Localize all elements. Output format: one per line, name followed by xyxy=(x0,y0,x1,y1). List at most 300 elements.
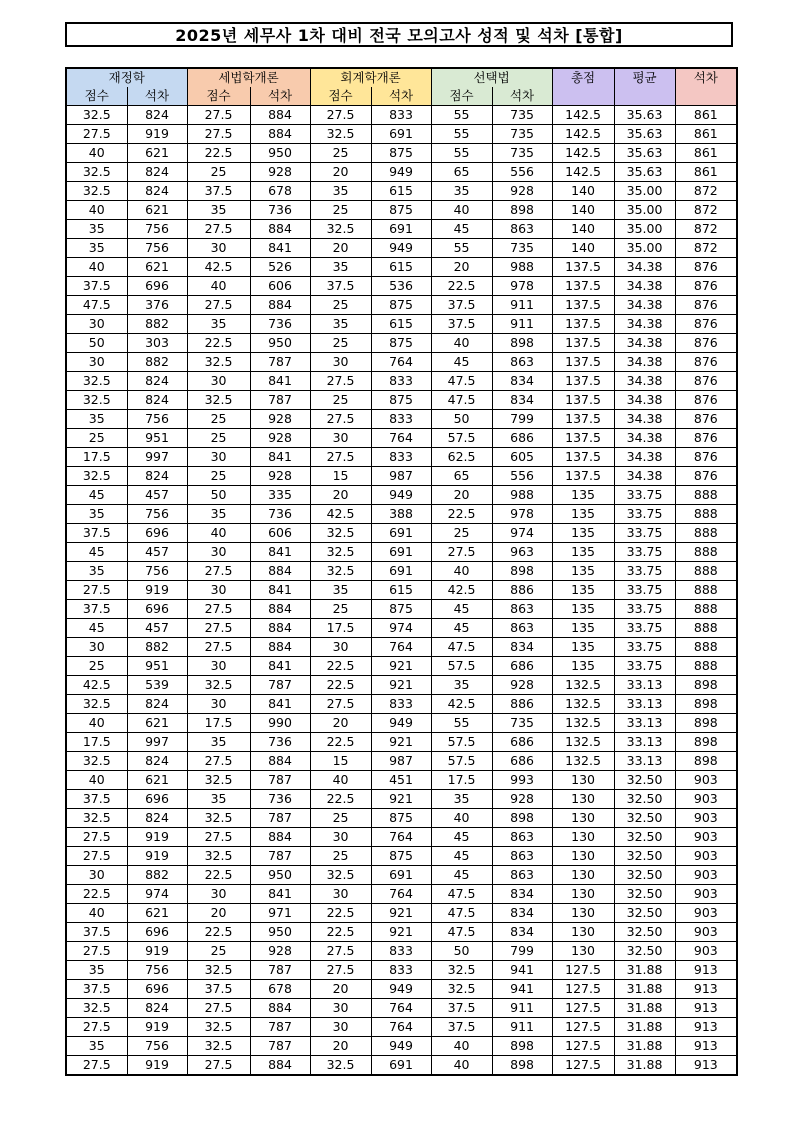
table-cell: 137.5 xyxy=(552,372,614,391)
table-cell: 875 xyxy=(371,809,431,828)
table-cell: 33.13 xyxy=(614,752,675,771)
table-cell: 913 xyxy=(675,999,737,1018)
table-cell: 913 xyxy=(675,980,737,999)
table-cell: 62.5 xyxy=(431,448,492,467)
table-cell: 31.88 xyxy=(614,1056,675,1076)
table-cell: 833 xyxy=(371,961,431,980)
table-cell: 57.5 xyxy=(431,752,492,771)
table-cell: 27.5 xyxy=(66,1018,127,1037)
table-cell: 30 xyxy=(310,885,371,904)
table-cell: 457 xyxy=(127,619,187,638)
table-cell: 20 xyxy=(431,486,492,505)
table-cell: 787 xyxy=(250,353,310,372)
table-cell: 27.5 xyxy=(66,847,127,866)
table-cell: 898 xyxy=(675,733,737,752)
table-cell: 32.5 xyxy=(66,391,127,410)
table-cell: 888 xyxy=(675,619,737,638)
table-cell: 764 xyxy=(371,638,431,657)
table-row xyxy=(66,961,737,980)
table-row xyxy=(66,999,737,1018)
table-row xyxy=(66,220,737,239)
table-cell: 32.50 xyxy=(614,790,675,809)
table-cell: 882 xyxy=(127,315,187,334)
table-cell: 47.5 xyxy=(431,904,492,923)
table-cell: 736 xyxy=(250,790,310,809)
table-cell: 696 xyxy=(127,790,187,809)
table-cell: 764 xyxy=(371,1018,431,1037)
table-cell: 42.5 xyxy=(66,676,127,695)
table-cell: 30 xyxy=(310,999,371,1018)
table-cell: 686 xyxy=(492,752,552,771)
table-cell: 15 xyxy=(310,752,371,771)
table-cell: 376 xyxy=(127,296,187,315)
table-cell: 22.5 xyxy=(187,334,250,353)
table-row xyxy=(66,676,737,695)
table-cell: 35 xyxy=(310,581,371,600)
table-cell: 921 xyxy=(371,790,431,809)
table-cell: 32.50 xyxy=(614,904,675,923)
table-cell: 841 xyxy=(250,543,310,562)
table-cell: 903 xyxy=(675,904,737,923)
table-cell: 25 xyxy=(310,600,371,619)
page-title: 2025년 세무사 1차 대비 전국 모의고사 성적 및 석차 [통합] xyxy=(65,22,733,47)
table-cell: 32.5 xyxy=(66,163,127,182)
table-cell: 34.38 xyxy=(614,353,675,372)
table-cell: 137.5 xyxy=(552,296,614,315)
table-cell: 457 xyxy=(127,486,187,505)
table-cell: 615 xyxy=(371,315,431,334)
table-cell: 32.5 xyxy=(66,106,127,125)
table-row xyxy=(66,410,737,429)
table-cell: 137.5 xyxy=(552,448,614,467)
table-cell: 25 xyxy=(187,410,250,429)
table-cell: 132.5 xyxy=(552,676,614,695)
table-cell: 884 xyxy=(250,638,310,657)
table-cell: 34.38 xyxy=(614,410,675,429)
table-cell: 35 xyxy=(66,1037,127,1056)
table-cell: 388 xyxy=(371,505,431,524)
table-cell: 735 xyxy=(492,125,552,144)
table-cell: 928 xyxy=(250,163,310,182)
table-cell: 31.88 xyxy=(614,1037,675,1056)
table-cell: 32.5 xyxy=(66,182,127,201)
table-cell: 27.5 xyxy=(187,296,250,315)
table-cell: 921 xyxy=(371,657,431,676)
table-cell: 919 xyxy=(127,1018,187,1037)
table-cell: 556 xyxy=(492,163,552,182)
table-cell: 22.5 xyxy=(310,904,371,923)
table-cell: 884 xyxy=(250,828,310,847)
table-cell: 921 xyxy=(371,676,431,695)
table-cell: 863 xyxy=(492,619,552,638)
table-cell: 884 xyxy=(250,125,310,144)
table-cell: 888 xyxy=(675,600,737,619)
table-cell: 30 xyxy=(66,353,127,372)
table-cell: 40 xyxy=(66,904,127,923)
table-cell: 30 xyxy=(187,448,250,467)
table-cell: 32.5 xyxy=(187,847,250,866)
table-cell: 928 xyxy=(250,942,310,961)
table-row xyxy=(66,296,737,315)
table-cell: 872 xyxy=(675,182,737,201)
table-cell: 884 xyxy=(250,296,310,315)
table-cell: 303 xyxy=(127,334,187,353)
table-cell: 834 xyxy=(492,372,552,391)
table-cell: 42.5 xyxy=(187,258,250,277)
table-cell: 45 xyxy=(431,220,492,239)
table-cell: 888 xyxy=(675,524,737,543)
table-cell: 824 xyxy=(127,372,187,391)
table-cell: 884 xyxy=(250,600,310,619)
table-cell: 35 xyxy=(431,182,492,201)
table-cell: 27.5 xyxy=(187,619,250,638)
table-cell: 621 xyxy=(127,144,187,163)
table-cell: 25 xyxy=(187,163,250,182)
table-cell: 824 xyxy=(127,695,187,714)
table-cell: 898 xyxy=(675,676,737,695)
table-cell: 841 xyxy=(250,581,310,600)
table-cell: 556 xyxy=(492,467,552,486)
table-cell: 50 xyxy=(431,410,492,429)
table-cell: 872 xyxy=(675,220,737,239)
table-cell: 882 xyxy=(127,866,187,885)
table-row xyxy=(66,1056,737,1076)
table-cell: 834 xyxy=(492,638,552,657)
table-cell: 536 xyxy=(371,277,431,296)
table-cell: 30 xyxy=(187,543,250,562)
table-cell: 30 xyxy=(66,638,127,657)
table-cell: 45 xyxy=(431,847,492,866)
table-cell: 27.5 xyxy=(310,448,371,467)
table-cell: 25 xyxy=(66,657,127,676)
header-average: 평균 xyxy=(614,68,675,106)
table-cell: 25 xyxy=(187,467,250,486)
table-cell: 27.5 xyxy=(187,220,250,239)
table-cell: 32.50 xyxy=(614,866,675,885)
table-cell: 903 xyxy=(675,923,737,942)
table-cell: 841 xyxy=(250,885,310,904)
header-score: 점수 xyxy=(431,87,492,106)
table-row xyxy=(66,315,737,334)
table-cell: 898 xyxy=(675,752,737,771)
table-cell: 35 xyxy=(66,220,127,239)
table-cell: 787 xyxy=(250,1018,310,1037)
table-cell: 27.5 xyxy=(310,410,371,429)
table-cell: 35 xyxy=(187,315,250,334)
table-cell: 987 xyxy=(371,752,431,771)
table-row xyxy=(66,106,737,125)
table-cell: 921 xyxy=(371,733,431,752)
table-row xyxy=(66,847,737,866)
table-cell: 20 xyxy=(310,1037,371,1056)
table-cell: 27.5 xyxy=(187,600,250,619)
table-cell: 20 xyxy=(431,258,492,277)
table-cell: 949 xyxy=(371,239,431,258)
table-cell: 30 xyxy=(66,315,127,334)
table-cell: 898 xyxy=(492,1056,552,1076)
table-cell: 621 xyxy=(127,904,187,923)
table-cell: 32.5 xyxy=(310,543,371,562)
table-cell: 949 xyxy=(371,163,431,182)
table-cell: 42.5 xyxy=(431,581,492,600)
table-cell: 33.75 xyxy=(614,600,675,619)
table-cell: 37.5 xyxy=(187,182,250,201)
table-row xyxy=(66,562,737,581)
table-cell: 756 xyxy=(127,961,187,980)
table-cell: 898 xyxy=(675,695,737,714)
table-cell: 678 xyxy=(250,182,310,201)
table-row xyxy=(66,125,737,144)
table-cell: 911 xyxy=(492,999,552,1018)
table-cell: 875 xyxy=(371,144,431,163)
header-rank-sub: 석차 xyxy=(492,87,552,106)
table-cell: 32.50 xyxy=(614,771,675,790)
table-cell: 33.75 xyxy=(614,505,675,524)
table-cell: 764 xyxy=(371,429,431,448)
table-cell: 863 xyxy=(492,866,552,885)
table-cell: 25 xyxy=(431,524,492,543)
table-cell: 833 xyxy=(371,448,431,467)
table-cell: 30 xyxy=(310,353,371,372)
table-cell: 787 xyxy=(250,676,310,695)
table-row xyxy=(66,904,737,923)
table-cell: 919 xyxy=(127,828,187,847)
table-cell: 32.5 xyxy=(310,524,371,543)
table-cell: 615 xyxy=(371,581,431,600)
table-cell: 47.5 xyxy=(431,372,492,391)
table-cell: 142.5 xyxy=(552,125,614,144)
table-cell: 32.5 xyxy=(66,467,127,486)
table-cell: 875 xyxy=(371,600,431,619)
table-cell: 27.5 xyxy=(66,581,127,600)
table-cell: 833 xyxy=(371,410,431,429)
table-cell: 137.5 xyxy=(552,315,614,334)
table-cell: 903 xyxy=(675,885,737,904)
table-cell: 34.38 xyxy=(614,258,675,277)
table-cell: 57.5 xyxy=(431,657,492,676)
table-cell: 35.63 xyxy=(614,106,675,125)
table-cell: 25 xyxy=(310,847,371,866)
table-cell: 135 xyxy=(552,638,614,657)
table-cell: 876 xyxy=(675,334,737,353)
table-cell: 756 xyxy=(127,562,187,581)
table-cell: 47.5 xyxy=(431,391,492,410)
table-cell: 35 xyxy=(187,790,250,809)
table-cell: 691 xyxy=(371,524,431,543)
table-cell: 990 xyxy=(250,714,310,733)
table-cell: 526 xyxy=(250,258,310,277)
table-cell: 127.5 xyxy=(552,961,614,980)
table-cell: 32.50 xyxy=(614,942,675,961)
table-cell: 756 xyxy=(127,1037,187,1056)
header-rank-sub: 석차 xyxy=(371,87,431,106)
table-cell: 882 xyxy=(127,353,187,372)
table-cell: 686 xyxy=(492,657,552,676)
table-cell: 25 xyxy=(187,429,250,448)
table-cell: 735 xyxy=(492,714,552,733)
table-cell: 31.88 xyxy=(614,1018,675,1037)
table-cell: 919 xyxy=(127,847,187,866)
table-cell: 130 xyxy=(552,885,614,904)
table-cell: 696 xyxy=(127,524,187,543)
table-cell: 834 xyxy=(492,923,552,942)
table-cell: 928 xyxy=(250,410,310,429)
table-cell: 928 xyxy=(492,182,552,201)
table-cell: 987 xyxy=(371,467,431,486)
table-row xyxy=(66,277,737,296)
table-cell: 32.5 xyxy=(187,676,250,695)
table-cell: 33.75 xyxy=(614,543,675,562)
table-cell: 736 xyxy=(250,315,310,334)
table-cell: 736 xyxy=(250,201,310,220)
table-cell: 50 xyxy=(66,334,127,353)
table-cell: 30 xyxy=(310,828,371,847)
table-cell: 27.5 xyxy=(187,828,250,847)
table-cell: 913 xyxy=(675,1018,737,1037)
table-cell: 15 xyxy=(310,467,371,486)
table-cell: 34.38 xyxy=(614,277,675,296)
table-cell: 35.00 xyxy=(614,182,675,201)
table-row xyxy=(66,600,737,619)
table-cell: 127.5 xyxy=(552,1018,614,1037)
table-cell: 696 xyxy=(127,277,187,296)
table-cell: 17.5 xyxy=(310,619,371,638)
table-row xyxy=(66,942,737,961)
table-cell: 40 xyxy=(66,771,127,790)
table-cell: 615 xyxy=(371,182,431,201)
table-cell: 861 xyxy=(675,106,737,125)
table-cell: 875 xyxy=(371,847,431,866)
table-cell: 33.75 xyxy=(614,638,675,657)
table-cell: 130 xyxy=(552,771,614,790)
table-cell: 35.00 xyxy=(614,201,675,220)
table-cell: 33.13 xyxy=(614,695,675,714)
table-cell: 20 xyxy=(187,904,250,923)
table-row xyxy=(66,771,737,790)
table-cell: 30 xyxy=(187,372,250,391)
table-cell: 974 xyxy=(492,524,552,543)
table-row xyxy=(66,733,737,752)
table-cell: 32.5 xyxy=(431,980,492,999)
table-cell: 913 xyxy=(675,961,737,980)
table-cell: 876 xyxy=(675,353,737,372)
table-cell: 903 xyxy=(675,809,737,828)
table-cell: 137.5 xyxy=(552,277,614,296)
table-cell: 32.5 xyxy=(66,809,127,828)
header-sebubhak: 세법학개론 xyxy=(187,68,310,87)
table-row xyxy=(66,486,737,505)
table-cell: 25 xyxy=(310,201,371,220)
table-cell: 696 xyxy=(127,980,187,999)
table-cell: 898 xyxy=(492,334,552,353)
table-cell: 950 xyxy=(250,923,310,942)
table-cell: 928 xyxy=(250,429,310,448)
table-cell: 988 xyxy=(492,486,552,505)
table-cell: 886 xyxy=(492,581,552,600)
table-row xyxy=(66,581,737,600)
table-cell: 25 xyxy=(66,429,127,448)
table-cell: 27.5 xyxy=(66,828,127,847)
table-cell: 33.13 xyxy=(614,676,675,695)
table-cell: 735 xyxy=(492,106,552,125)
table-cell: 37.5 xyxy=(66,600,127,619)
table-cell: 876 xyxy=(675,467,737,486)
table-cell: 978 xyxy=(492,505,552,524)
table-cell: 35 xyxy=(310,182,371,201)
table-cell: 621 xyxy=(127,714,187,733)
table-cell: 25 xyxy=(310,144,371,163)
table-cell: 949 xyxy=(371,714,431,733)
table-cell: 40 xyxy=(187,524,250,543)
table-cell: 32.5 xyxy=(310,562,371,581)
table-cell: 55 xyxy=(431,144,492,163)
table-cell: 37.5 xyxy=(66,524,127,543)
table-cell: 35 xyxy=(66,410,127,429)
table-cell: 37.5 xyxy=(431,999,492,1018)
table-cell: 32.5 xyxy=(310,125,371,144)
table-cell: 33.75 xyxy=(614,581,675,600)
table-cell: 30 xyxy=(187,695,250,714)
table-cell: 35 xyxy=(66,505,127,524)
table-cell: 691 xyxy=(371,125,431,144)
table-cell: 834 xyxy=(492,904,552,923)
table-cell: 37.5 xyxy=(431,1018,492,1037)
table-cell: 863 xyxy=(492,828,552,847)
table-cell: 17.5 xyxy=(431,771,492,790)
table-cell: 911 xyxy=(492,296,552,315)
table-cell: 686 xyxy=(492,733,552,752)
table-cell: 37.5 xyxy=(431,296,492,315)
table-cell: 971 xyxy=(250,904,310,923)
table-cell: 824 xyxy=(127,809,187,828)
table-row xyxy=(66,809,737,828)
table-cell: 963 xyxy=(492,543,552,562)
table-cell: 621 xyxy=(127,771,187,790)
table-cell: 22.5 xyxy=(187,866,250,885)
table-cell: 31.88 xyxy=(614,980,675,999)
table-cell: 696 xyxy=(127,600,187,619)
table-cell: 691 xyxy=(371,866,431,885)
table-cell: 37.5 xyxy=(66,277,127,296)
table-row xyxy=(66,543,737,562)
table-cell: 951 xyxy=(127,657,187,676)
table-cell: 824 xyxy=(127,106,187,125)
table-cell: 22.5 xyxy=(431,505,492,524)
table-cell: 841 xyxy=(250,372,310,391)
table-row xyxy=(66,201,737,220)
table-cell: 824 xyxy=(127,391,187,410)
table-cell: 35 xyxy=(66,239,127,258)
table-row xyxy=(66,866,737,885)
table-cell: 27.5 xyxy=(187,752,250,771)
table-cell: 27.5 xyxy=(310,942,371,961)
table-cell: 40 xyxy=(431,809,492,828)
table-cell: 22.5 xyxy=(310,733,371,752)
table-cell: 135 xyxy=(552,657,614,676)
table-cell: 142.5 xyxy=(552,144,614,163)
table-cell: 45 xyxy=(431,619,492,638)
table-cell: 35.63 xyxy=(614,163,675,182)
table-cell: 787 xyxy=(250,771,310,790)
table-cell: 884 xyxy=(250,999,310,1018)
table-row xyxy=(66,353,737,372)
table-cell: 833 xyxy=(371,372,431,391)
table-cell: 993 xyxy=(492,771,552,790)
table-cell: 20 xyxy=(310,486,371,505)
table-cell: 950 xyxy=(250,144,310,163)
table-cell: 27.5 xyxy=(66,125,127,144)
table-row xyxy=(66,790,737,809)
